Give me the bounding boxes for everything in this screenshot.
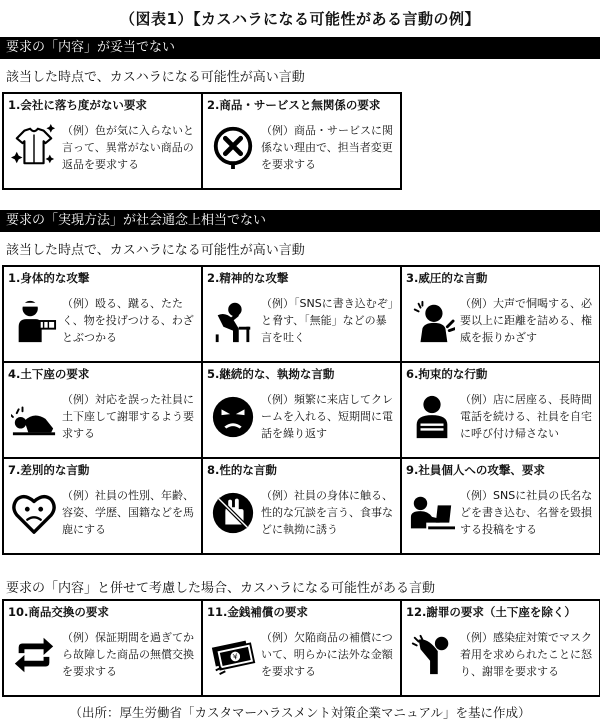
source-footer: （出所：厚生労働省「カスタマーハラスメント対策企業マニュアル」を基に作成） [69, 705, 531, 720]
card [402, 363, 600, 459]
card-heading: 4.土下座の要求 [8, 367, 90, 381]
yen-bills-icon [209, 631, 257, 679]
card-text: （例）頻繁に来店してクレームを入れる、短期間に電話を繰り返す [261, 393, 393, 440]
card-text: （例）大声で恫喝する、必要以上に距離を詰める、権威を振りかざす [460, 297, 592, 344]
card [203, 363, 402, 459]
card-heading: 6.拘束的な行動 [406, 367, 488, 381]
card [4, 363, 203, 459]
card [4, 601, 203, 697]
card [203, 459, 402, 555]
card-text: （例）色が気に入らないと言って、異常がない商品の返品を要求する [62, 124, 194, 171]
card-text: （例）店に居座る、長時間電話を続ける、社員を自宅に呼び付け帰さない [460, 393, 592, 440]
section-header-method: 要求の「実現方法」が社会通念上相当でない [0, 210, 600, 232]
card-heading: 11.金銭補償の要求 [207, 605, 308, 619]
card-grid-content [2, 92, 402, 190]
exchange-arrows-icon [10, 631, 58, 679]
section-subheader: 該当した時点で、カスハラになる可能性が高い言動 [6, 243, 305, 258]
card-heading: 7.差別的な言動 [8, 463, 90, 477]
kneeling-person-icon [10, 393, 58, 441]
card-text: （例）殴る、蹴る、たたく、物を投げつける、わざとぶつかる [62, 297, 194, 344]
card-grid-method [2, 265, 600, 555]
shouting-person-icon [408, 297, 456, 345]
card-text: （例）対応を誤った社員に土下座して謝罪するよう要求する [62, 393, 194, 440]
card-heading: 5.継続的な、執拗な言動 [207, 367, 335, 381]
angry-face-icon [209, 393, 257, 441]
svg-text:¥: ¥ [232, 651, 239, 662]
card-grid-consideration [2, 599, 600, 697]
card-text: （例）SNSに社員の氏名などを書き込む、名誉を毀損する投稿をする [460, 489, 593, 536]
card-heading: 12.謝罪の要求（土下座を除く） [406, 605, 576, 619]
card-text: （例）社員の性別、年齢、容姿、学歴、国籍などを馬鹿にする [62, 489, 194, 536]
card-text: （例）欠陥商品の補償について、明らかに法外な金額を要求する [261, 631, 393, 678]
card-heading: 2.商品・サービスと無関係の要求 [207, 98, 381, 112]
card-heading: 3.威圧的な言動 [406, 271, 488, 285]
card [402, 459, 600, 555]
card-text: （例）感染症対策でマスク着用を求められたことに怒り、謝罪を要求する [460, 631, 592, 678]
card-text: （例）保証期間を過ぎてから故障した商品の無償交換を要求する [62, 631, 194, 678]
card [402, 601, 600, 697]
card-heading: 1.身体的な攻撃 [8, 271, 90, 285]
card-heading: 1.会社に落ち度がない要求 [8, 98, 147, 112]
section-subheader: 該当した時点で、カスハラになる可能性が高い言動 [6, 70, 305, 85]
card-text: （例）社員の身体に触る、性的な冗談を言う、食事などに執拗に誘う [261, 489, 393, 536]
section-header-content: 要求の「内容」が妥当でない [0, 37, 600, 59]
card [4, 267, 203, 363]
injured-person-icon [10, 297, 58, 345]
laptop-user-icon [408, 489, 456, 537]
card-heading: 2.精神的な攻撃 [207, 271, 289, 285]
card [402, 267, 600, 363]
card-heading: 9.社員個人への攻撃、要求 [406, 463, 545, 477]
card-heading: 8.性的な言動 [207, 463, 277, 477]
restrained-person-icon [408, 393, 456, 441]
page-title: （図表1）【カスハラになる可能性がある言動の例】 [120, 10, 480, 28]
card [4, 94, 203, 190]
card [203, 267, 402, 363]
card-text: （例）「SNSに書き込むぞ」と脅す、「無能」などの暴言を吐く [261, 297, 394, 344]
distressed-person-icon [209, 297, 257, 345]
card-text: （例）商品・サービスに関係ない理由で、担当者変更を要求する [261, 124, 393, 171]
card-heading: 10.商品交換の要求 [8, 605, 109, 619]
card [4, 459, 203, 555]
shirt-icon [10, 122, 58, 170]
no-touch-icon [209, 489, 257, 537]
card [203, 601, 402, 697]
section-subheader: 要求の「内容」と併せて考慮した場合、カスハラになる可能性がある言動 [6, 581, 436, 596]
sad-heart-icon [10, 489, 58, 537]
card [203, 94, 402, 190]
x-mark-icon [209, 122, 257, 170]
bowing-person-icon [408, 631, 456, 679]
